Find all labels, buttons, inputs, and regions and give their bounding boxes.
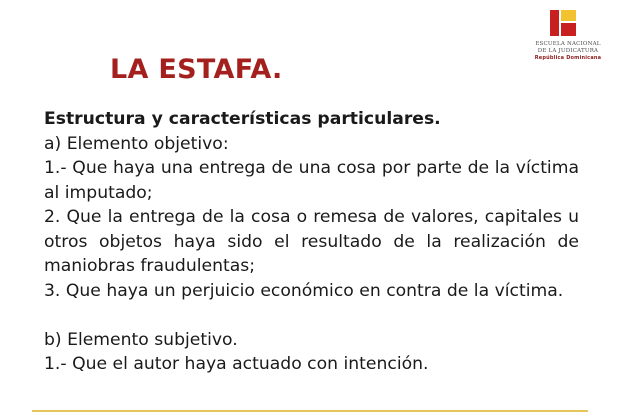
paragraph-spacer: [44, 303, 579, 328]
logo-text-line2: DE LA JUDICATURA: [537, 48, 599, 54]
slide-title: LA ESTAFA.: [110, 54, 283, 85]
subjective-label: b) Elemento subjetivo.: [44, 329, 238, 350]
school-logo: [532, 10, 604, 70]
objective-item-1: 1.- Que haya una entrega de una cosa por parte de la víctima al imputado;: [44, 158, 579, 203]
logo-text-line3: República Dominicana: [534, 55, 602, 61]
logo-text-line1: ESCUELA NACIONAL: [535, 41, 601, 47]
objective-item-3: 3. Que haya un perjuicio económico en contra de la víctima.: [44, 280, 564, 301]
objective-item-2: 2. Que la entrega de la cosa o remesa de valores, capitales u otros objetos haya sido el resultado de la realización de maniobras fraudulentas;: [44, 207, 579, 276]
subjective-item-1: 1.- Que el autor haya actuado con intención.: [44, 354, 429, 374]
logo-emblem-icon: [550, 10, 576, 36]
section-heading: Estructura y características particulares.: [44, 109, 441, 129]
bottom-divider: [32, 410, 588, 412]
objective-label: a) Elemento objetivo:: [44, 133, 229, 154]
slide-body: [44, 107, 579, 377]
